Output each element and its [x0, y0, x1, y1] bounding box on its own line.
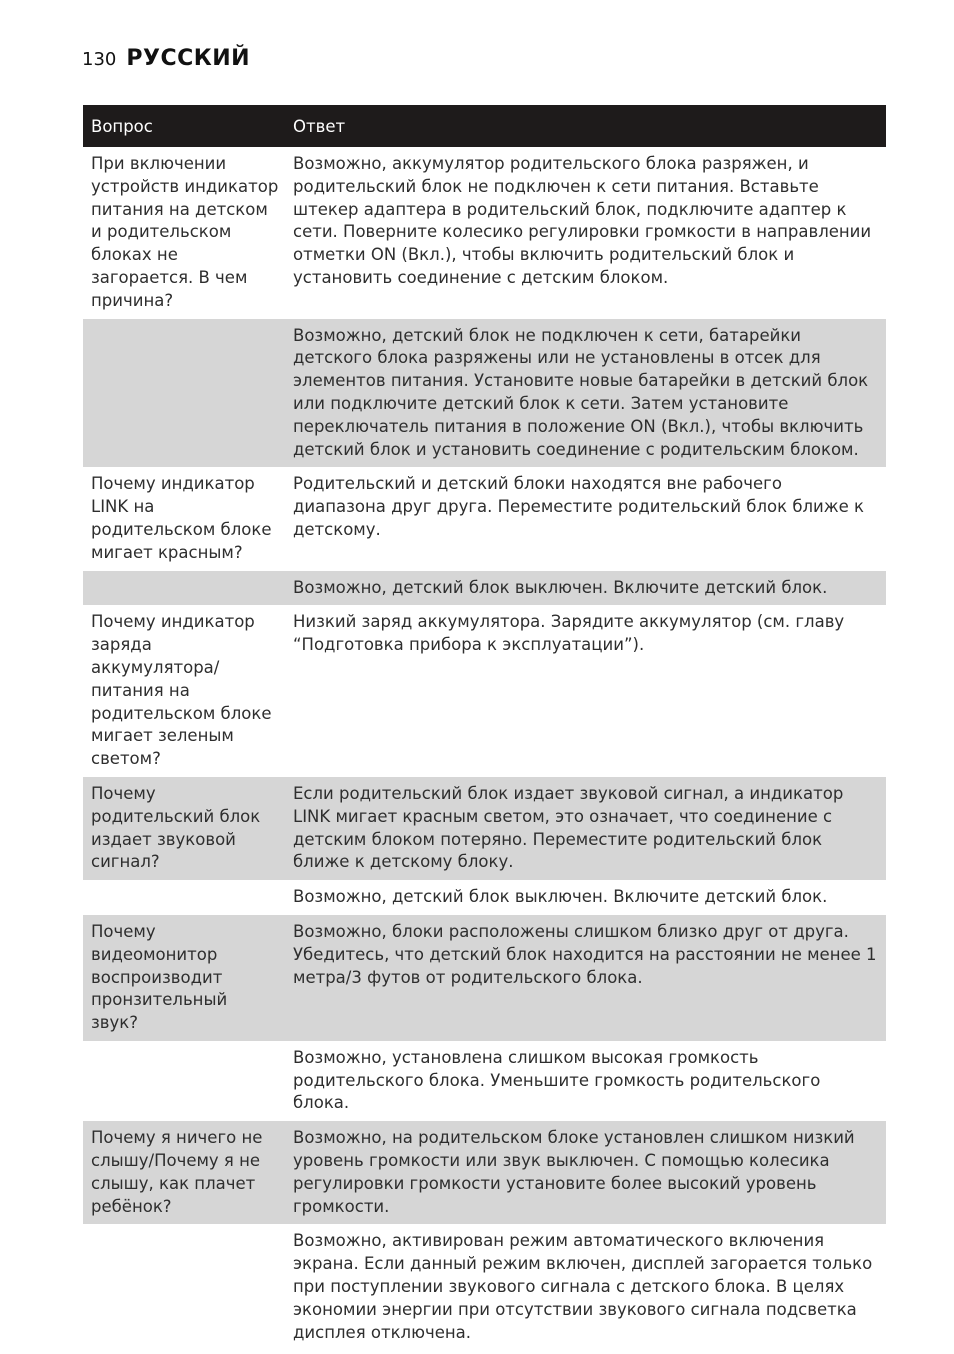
table-row [83, 1224, 886, 1350]
answer-cell: Возможно, аккумулятор родительского блока разряжен, и родительский блок не подключен к сети питания. Вставьте штекер адаптера в родительский блок, подключите адаптер к сети. Поверните колесико регулировки громкости в направлении отметки ON (Вкл.), чтобы включить родительский блок и установить соединение с детским блоком. [293, 154, 872, 287]
question-cell: Почему я ничего не слышу/Почему я не слышу, как плачет ребёнок? [83, 1121, 285, 1224]
section-title: РУССКИЙ [126, 46, 251, 71]
column-header-answer: Ответ [285, 105, 886, 147]
table-row [83, 571, 886, 606]
table-row [83, 467, 886, 570]
answer-cell: Возможно, на родительском блоке установлен слишком низкий уровень громкости или звук выключен. С помощью колесика регулировки громкости установите более высокий уровень громкости. [285, 1121, 886, 1224]
table-row [83, 1041, 886, 1121]
table-row [83, 915, 886, 1041]
answer-cell: Низкий заряд аккумулятора. Зарядите аккумулятор (см. главу “Подготовка прибора к эксплуатации”). [293, 612, 845, 655]
table-row [83, 319, 886, 468]
question-cell [83, 1041, 285, 1121]
answer-cell: Возможно, активирован режим автоматического включения экрана. Если данный режим включен, дисплей загорается только при поступлении звукового сигнала с детского блока. В целях экономии энергии при отсутствии звукового сигнала подсветка дисплея отключена. [293, 1231, 873, 1342]
answer-cell: Если родительский блок издает звуковой сигнал, а индикатор LINK мигает красным светом, это означает, что соединение с детским блоком потеряно. Переместите родительский блок ближе к детскому блоку. [285, 777, 886, 880]
question-cell: Почему родительский блок издает звуковой сигнал? [83, 777, 285, 880]
question-cell [83, 880, 285, 915]
answer-cell: Возможно, установлена слишком высокая громкость родительского блока. Уменьшите громкость родительского блока. [293, 1047, 821, 1113]
table-row [83, 605, 886, 777]
question-cell [83, 1224, 285, 1350]
table-row [83, 147, 886, 319]
table-row [83, 777, 886, 880]
question-cell: При включении устройств индикатор питания на детском и родительском блоках не загорается. В чем причина? [91, 154, 279, 310]
question-cell: Почему индикатор LINK на родительском блоке мигает красным? [91, 474, 272, 562]
answer-cell: Возможно, детский блок выключен. Включите детский блок. [293, 887, 828, 907]
answer-cell: Возможно, детский блок не подключен к сети, батарейки детского блока разряжены или не установлены в отсек для элементов питания. Установите новые батарейки в детский блок или подключите детский блок к сети. Затем установите переключатель питания в положение ON (Вкл.), чтобы включить детский блок и установить соединение с родительским блоком. [285, 319, 886, 468]
troubleshooting-table [83, 105, 886, 1350]
answer-cell: Родительский и детский блоки находятся вне рабочего диапазона друг друга. Переместите родительский блок ближе к детскому. [293, 474, 864, 539]
question-cell: Почему индикатор заряда аккумулятора/ питания на родительском блоке мигает зеленым светом? [91, 612, 272, 769]
table-row [83, 880, 886, 915]
column-header-question: Вопрос [83, 105, 285, 147]
question-cell [83, 571, 285, 606]
question-cell: Почему видеомонитор воспроизводит пронзительный звук? [83, 915, 285, 1041]
question-cell [83, 319, 285, 468]
answer-cell: Возможно, блоки расположены слишком близко друг от друга. Убедитесь, что детский блок находится на расстоянии не менее 1 метра/3 футов от родительского блока. [285, 915, 886, 1041]
page-header [82, 46, 250, 71]
answer-cell: Возможно, детский блок выключен. Включите детский блок. [285, 571, 886, 606]
table-row [83, 1121, 886, 1224]
table-header-row [83, 105, 886, 147]
page-number: 130 [82, 49, 117, 70]
